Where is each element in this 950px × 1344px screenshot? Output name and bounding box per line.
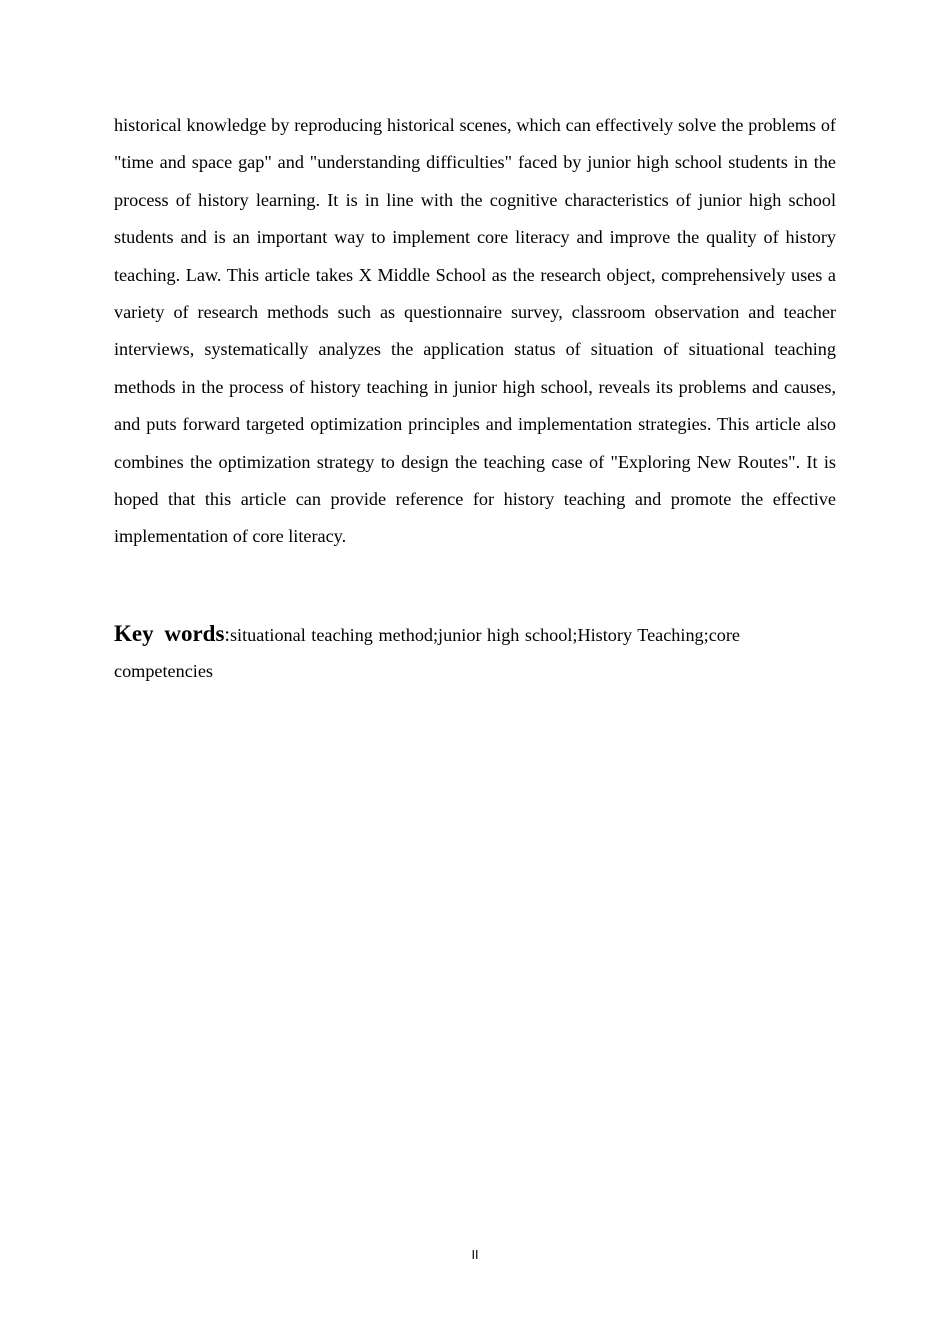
- keywords-text: situational teaching method;junior high school;History Teaching;core competencies: [114, 625, 740, 681]
- abstract-paragraph: historical knowledge by reproducing historical scenes, which can effectively solve the problems of "time and space gap" and "understanding difficulties" faced by junior high school students in the process of history learning. It is in line with the cognitive characteristics of junior high school students and is an important way to implement core literacy and improve the quality of history teaching. Law. This article takes X Middle School as the research object, comprehensively uses a variety of research methods such as questionnaire survey, classroom observation and teacher interviews, systematically analyzes the application status of situation of situational teaching methods in the process of history teaching in junior high school, reveals its problems and causes, and puts forward targeted optimization principles and implementation strategies. This article also combines the optimization strategy to design the teaching case of "Exploring New Routes". It is hoped that this article can provide reference for history teaching and promote the effective implementation of core literacy.: [114, 115, 836, 547]
- page-number: II: [471, 1248, 479, 1262]
- keywords-line: [114, 616, 836, 689]
- keywords-label: Key words: [114, 621, 225, 646]
- keywords-colon: :: [224, 624, 230, 646]
